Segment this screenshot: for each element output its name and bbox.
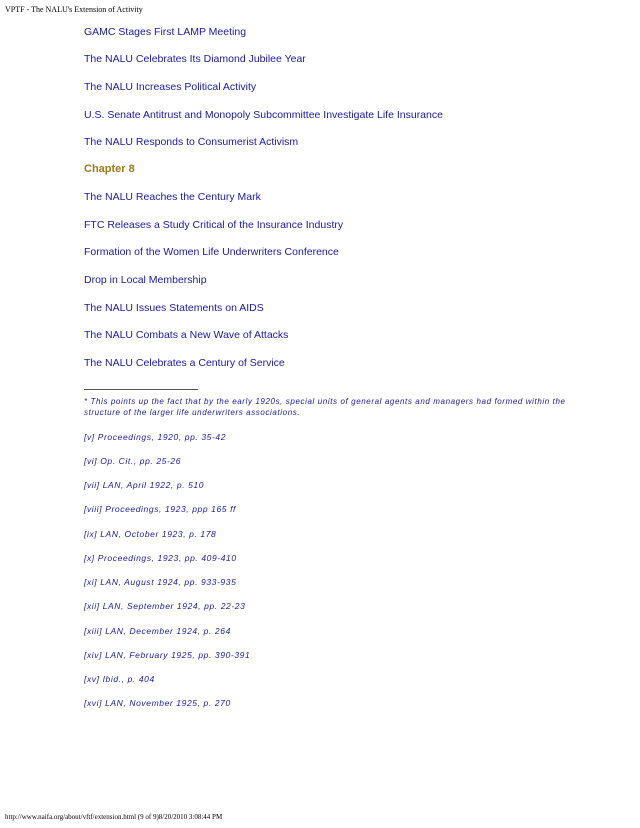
footnote-text: * This points up the fact that by the early 1920s, special units of general agents and managers had formed within the structure of the larger life underwriters associations. bbox=[84, 397, 566, 417]
reference-link[interactable]: [v] Proceedings, 1920, pp. 35-42 bbox=[84, 432, 227, 442]
reference-link[interactable]: [xiv] LAN, February 1925, pp. 390-391 bbox=[84, 650, 251, 660]
reference-link[interactable]: [xvi] LAN, November 1925, p. 270 bbox=[84, 698, 231, 708]
toc-link[interactable]: Drop in Local Membership bbox=[84, 274, 207, 286]
reference-link[interactable]: [viii] Proceedings, 1923, ppp 165 ff bbox=[84, 504, 237, 514]
toc-link[interactable]: The NALU Celebrates a Century of Service bbox=[84, 357, 285, 369]
toc-link[interactable]: Formation of the Women Life Underwriters Conference bbox=[84, 246, 339, 258]
reference-link[interactable]: [vii] LAN, April 1922, p. 510 bbox=[84, 480, 205, 490]
reference-link[interactable]: [xv] Ibid., p. 404 bbox=[84, 674, 155, 684]
reference-link[interactable]: [xiii] LAN, December 1924, p. 264 bbox=[84, 626, 231, 636]
reference-link[interactable]: [x] Proceedings, 1923, pp. 409-410 bbox=[84, 553, 237, 563]
toc-link[interactable]: The NALU Increases Political Activity bbox=[84, 81, 257, 93]
toc-link[interactable]: FTC Releases a Study Critical of the Insurance Industry bbox=[84, 219, 344, 231]
toc-link[interactable]: The NALU Celebrates Its Diamond Jubilee Year bbox=[84, 53, 306, 65]
toc-link[interactable]: The NALU Reaches the Century Mark bbox=[84, 191, 261, 203]
toc-link[interactable]: GAMC Stages First LAMP Meeting bbox=[84, 26, 247, 38]
reference-link[interactable]: [vi] Op. Cit., pp. 25-26 bbox=[84, 456, 182, 466]
reference-link[interactable]: [ix] LAN, October 1923, p. 178 bbox=[84, 529, 217, 539]
toc-link[interactable]: The NALU Issues Statements on AIDS bbox=[84, 302, 264, 314]
toc-link[interactable]: U.S. Senate Antitrust and Monopoly Subcommittee Investigate Life Insurance bbox=[84, 109, 443, 121]
reference-link[interactable]: [xi] LAN, August 1924, pp. 933-935 bbox=[84, 577, 237, 587]
page-header: VPTF - The NALU's Extension of Activity bbox=[5, 5, 143, 14]
toc-link[interactable]: The NALU Combats a New Wave of Attacks bbox=[84, 329, 289, 341]
chapter-heading: Chapter 8 bbox=[84, 163, 135, 175]
footnote-divider bbox=[84, 389, 198, 390]
reference-link[interactable]: [xii] LAN, September 1924, pp. 22-23 bbox=[84, 601, 246, 611]
toc-link[interactable]: The NALU Responds to Consumerist Activism bbox=[84, 136, 299, 148]
page-footer-url: http://www.naifa.org/about/vftf/extension.html (9 of 9)8/20/2010 3:08:44 PM bbox=[5, 813, 223, 821]
